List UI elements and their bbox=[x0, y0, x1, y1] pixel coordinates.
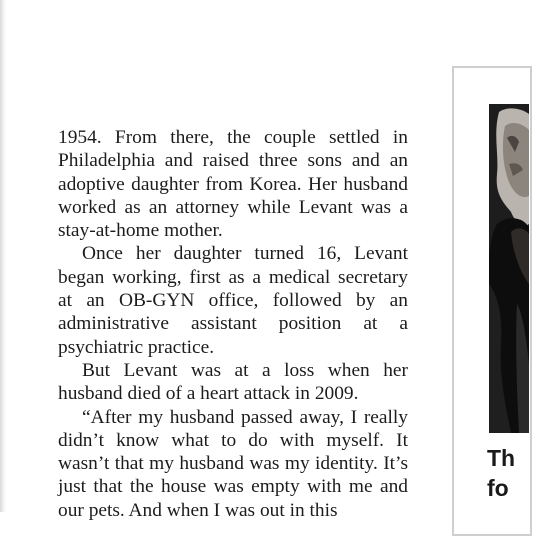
photo-caption-line: Th bbox=[487, 445, 516, 471]
article-paragraph: Once her daughter turned 16, Levant began working, first as a medical secretary at an OB-GYN office, followed by an administrative assistant position at a psychiatric practice. bbox=[58, 243, 408, 358]
article-paragraph: But Levant was at a loss when her husband died of a heart attack in 2009. bbox=[58, 359, 408, 405]
photo-caption-line: fo bbox=[487, 475, 509, 501]
article-body bbox=[58, 126, 408, 522]
portrait-photo-image bbox=[489, 104, 529, 433]
article-paragraph: 1954. From there, the couple settled in Philadelphia and raised three sons and an adoptive daughter from Korea. Her husband worked as an attorney while Levant was a stay-at-home mother. bbox=[58, 127, 408, 242]
portrait-photo bbox=[489, 104, 529, 433]
photo-caption bbox=[487, 443, 547, 503]
page-gutter-shadow bbox=[0, 0, 6, 512]
article-paragraph: “After my husband passed away, I really didn’t know what to do with myself. It wasn’t that my husband was my identity. It’s just that the house was empty with me and our pets. And when I was out in this bbox=[58, 406, 408, 521]
